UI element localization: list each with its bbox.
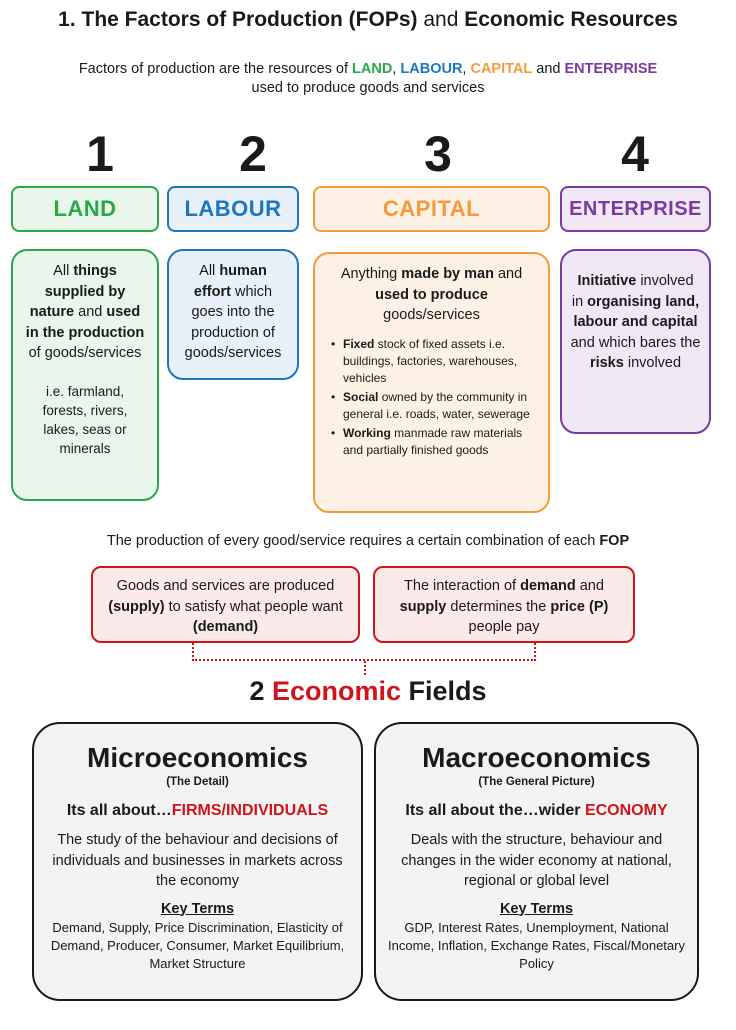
rb-right-t3: and (575, 578, 604, 594)
macro-key-terms-label: Key Terms (499, 900, 574, 917)
capital-t2: made by man (401, 266, 494, 282)
rb-left-t1: Goods and services are produced (116, 578, 335, 594)
labour-t3: which goes into the production of goods/services (184, 283, 282, 361)
capital-types-list (327, 336, 536, 459)
intro-and: and (532, 61, 565, 77)
rb-right-t1: The interaction of (404, 578, 521, 594)
page-title (0, 8, 736, 32)
fields-num: 2 (249, 676, 272, 706)
rb-left-t2: (supply) (108, 598, 165, 615)
microeconomics-card (32, 722, 363, 1001)
production-statement (0, 533, 736, 549)
rb-left-t4: (demand) (192, 619, 259, 635)
capital-t4: used to produce (375, 286, 488, 303)
enterprise-header: ENTERPRISE (560, 186, 711, 232)
intro-lead: Factors of production are the resources of (78, 61, 353, 77)
micro-key-terms-label: Key Terms (160, 900, 235, 917)
micro-description: The study of the behaviour and decisions of individuals and businesses in markets across the economy (52, 832, 343, 889)
dotted-connector-stem (364, 661, 366, 675)
fields-rest: Fields (401, 676, 487, 706)
rb-right-t5: determines the (446, 598, 551, 615)
intro-comma-1: , (392, 61, 401, 77)
macro-description: Deals with the structure, behaviour and changes in the wider economy at national, regional or global level (401, 832, 672, 889)
capital-item-text: manmade raw materials and partially finished goods (343, 425, 523, 457)
capital-definition (327, 264, 536, 326)
micro-subtitle: (The Detail) (166, 776, 229, 788)
factor-number-1: 1 (86, 126, 114, 182)
list-item (327, 425, 536, 459)
bullet-icon: • (331, 425, 336, 440)
enterprise-t3: organising land, labour and capital (573, 293, 700, 330)
intro-land: LAND (352, 61, 393, 77)
land-t4: used in the production (25, 304, 145, 341)
fields-red: Economic (271, 676, 402, 706)
land-definition (23, 261, 147, 364)
title-part-1: 1. The Factors of Production (FOPs) (58, 8, 418, 31)
title-part-3: Economic Resources (464, 8, 678, 31)
intro-text (40, 60, 696, 98)
list-item (327, 336, 536, 387)
dotted-connector (192, 643, 536, 661)
intro-line-2: used to produce goods and services (251, 80, 485, 96)
capital-item-term: Social (343, 389, 379, 404)
intro-capital: CAPITAL (470, 61, 533, 77)
production-bold: FOP (599, 533, 630, 549)
capital-item-text: owned by the community in general i.e. roads, water, sewerage (343, 389, 530, 421)
labour-t1: All (199, 263, 220, 279)
factor-number-2: 2 (239, 126, 267, 182)
labour-header: LABOUR (167, 186, 299, 232)
factor-number-3: 3 (424, 126, 452, 182)
land-t1: All (53, 263, 74, 279)
land-t3: and (74, 304, 107, 320)
rb-right-t7: people pay (468, 619, 540, 635)
micro-about-lead: Its all about… (66, 802, 172, 819)
enterprise-description-box (560, 249, 711, 434)
factor-number-4: 4 (621, 126, 649, 182)
enterprise-t6: involved (623, 355, 682, 371)
micro-about (44, 802, 351, 820)
capital-item-text: stock of fixed assets i.e. buildings, factories, warehouses, vehicles (343, 336, 518, 385)
land-examples: i.e. farmland, forests, rivers, lakes, seas or minerals (42, 383, 128, 456)
bullet-icon: • (331, 389, 336, 404)
capital-t3: and (493, 266, 523, 282)
capital-item-term: Working (343, 425, 391, 440)
intro-labour: LABOUR (400, 61, 463, 77)
enterprise-t5: risks (589, 355, 624, 371)
micro-about-red: FIRMS/INDIVIDUALS (171, 802, 329, 819)
land-description-box (11, 249, 159, 501)
list-item (327, 389, 536, 423)
capital-item-term: Fixed (343, 336, 375, 351)
micro-title: Microeconomics (87, 742, 308, 773)
enterprise-t1: Initiative (577, 273, 637, 289)
macroeconomics-card (374, 722, 699, 1001)
capital-t5: goods/services (383, 307, 480, 323)
rb-right-t2: demand (520, 578, 576, 594)
economic-fields-heading (0, 676, 736, 707)
macro-about-lead: Its all about the…wider (405, 802, 585, 819)
land-header: LAND (11, 186, 159, 232)
micro-key-terms: Demand, Supply, Price Discrimination, Elasticity of Demand, Producer, Consumer, Market Equilibrium, Market Structure (50, 919, 345, 971)
intro-comma-2: , (462, 61, 471, 77)
macro-subtitle: (The General Picture) (478, 776, 595, 788)
title-part-2: and (417, 8, 465, 31)
rb-left-t3: to satisfy what people want (164, 598, 343, 615)
labour-description-box (167, 249, 299, 380)
labour-t2: human effort (193, 263, 267, 300)
macro-about (386, 802, 687, 820)
rb-right-t4: supply (399, 598, 447, 615)
capital-t1: Anything (340, 266, 402, 282)
price-box (373, 566, 635, 643)
land-t2: things supplied by nature (29, 263, 126, 320)
rb-right-t6: price (P) (550, 598, 609, 615)
macro-key-terms: GDP, Interest Rates, Unemployment, National Income, Inflation, Exchange Rates, Fiscal/Monetary Policy (388, 919, 685, 971)
supply-demand-box (91, 566, 360, 643)
enterprise-t4: and which bares the (570, 334, 701, 351)
capital-header: CAPITAL (313, 186, 550, 232)
land-t5: of goods/services (28, 345, 142, 361)
production-text: The production of every good/service requires a certain combination of each (106, 533, 600, 549)
macro-title: Macroeconomics (422, 742, 651, 773)
intro-enterprise: ENTERPRISE (564, 61, 658, 77)
macro-about-red: ECONOMY (584, 802, 668, 819)
enterprise-t2: involved in (571, 273, 694, 310)
capital-description-box (313, 252, 550, 513)
bullet-icon: • (331, 336, 336, 351)
